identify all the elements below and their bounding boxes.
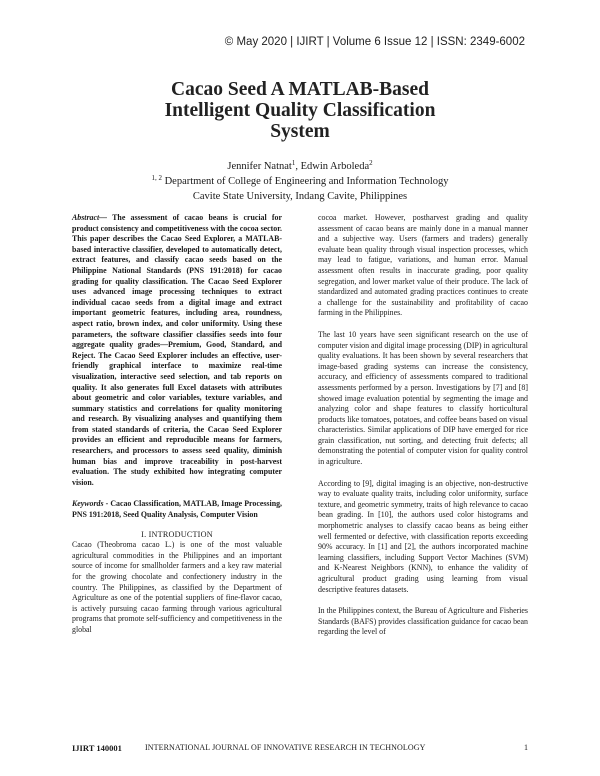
right-column xyxy=(318,213,528,649)
abstract-label: Abstract— xyxy=(72,213,108,222)
title-line-2: Intelligent Quality Classification xyxy=(164,100,436,121)
author-separator: , xyxy=(295,161,301,172)
paragraph-computer-vision-research: The last 10 years have seen significant research on the use of computer vision and digital image processing (DIP) in agricultural quality evaluations. It has been shown by several researchers that image-based grading systems can increase the consistency, accuracy, and efficiency of assessments compared to traditional assessments performed by a person. Investigations by [7] and [8] showed image evaluation potential by segmenting the image and analyzing color and shape features to classify horticultural products like tomatoes, potatoes, and coffee beans based on visual characteristics. Similar applications of DIP have emerged for rice grain classification, nut sorting, and detecting fruit defects; all demonstrating the potential of computer vision for quality control in agriculture. xyxy=(318,329,528,467)
footer-paper-code: IJIRT 140001 xyxy=(72,743,122,753)
keywords-text: - Cacao Classification, MATLAB, Image Processing, PNS 191:2018, Seed Quality Analysis, Computer Vision xyxy=(72,499,282,520)
paper-title xyxy=(0,79,600,142)
abstract-text: The assessment of cacao beans is crucial for product consistency and competitiveness with the cocoa sector. This paper describes the Cacao Seed Explorer, a MATLAB-based interactive classifier, developed to automatically detect, extract features, and classify cacao seeds based on the Philippine National Standards (PNS 191:2018) for cacao grading for quality classification. The Cacao Seed Explorer uses advanced image processing techniques to extract individual cacao seeds from a digital image and extract important geometric features, including area, roundness, aspect ratio, brown index, and color uniformity. Using these parameters, the software classifier classifies seeds into four aggregate quality grades—Premium, Good, Standard, and Reject. The Cacao Seed Explorer includes an effective, user-friendly graphical interface to maximize real-time visualization, interactive seed selection, and tab reports on quality. It also generates full Excel datasets with attributes about geometric and color variables, texture variables, and summary statistics and correlations for quality monitoring and research. By visualizing analyses and quantifying them from stated standards of criteria, the Cacao Seed Explorer provides an efficient and reproducible means for farmers, researchers, and processors to assess seed quality, diminish human bias and improve traceability in post-harvest evaluation. The study exhibited how integrating computer vision. xyxy=(72,213,282,487)
title-line-3: System xyxy=(270,121,330,142)
footer-page-number: 1 xyxy=(524,743,528,752)
section-heading-introduction: I. INTRODUCTION xyxy=(141,529,213,539)
footer-journal-name: INTERNATIONAL JOURNAL OF INNOVATIVE RESEARCH IN TECHNOLOGY xyxy=(145,743,426,752)
author-block xyxy=(0,159,600,204)
keywords-label: Keywords xyxy=(72,499,104,509)
affiliation-department: Department of College of Engineering and Information Technology xyxy=(161,176,449,187)
author-names xyxy=(0,159,600,174)
paragraph-digital-imaging: According to [9], digital imaging is an objective, non-destructive way to evaluate quality traits, including color uniformity, surface texture, and geometric symmetry, traits of high relevance to cacao bean grading. In [10], the authors used color histograms and morphometric analyses to classify cacao beans as being either well fermented or defective, with classification reports exceeding 90% accuracy. In [1] and [2], the authors incorporated machine learning classifiers, including Support Vector Machines (SVM) and K-Nearest Neighbors (KNN), to enhance the validity of agricultural product grading using learning from visual descriptive features datasets. xyxy=(318,478,528,594)
affiliation-sup: 1, 2 xyxy=(151,174,162,182)
author-1-name: Jennifer Natnat xyxy=(227,161,292,172)
keywords xyxy=(72,499,282,520)
paragraph-philippines-context: In the Philippines context, the Bureau of Agriculture and Fisheries Standards (BAFS) provides classification guidance for cacao bean regarding the level of xyxy=(318,606,528,637)
left-column xyxy=(72,213,282,636)
journal-citation-header: © May 2020 | IJIRT | Volume 6 Issue 12 | ISSN: 2349-6002 xyxy=(224,36,525,48)
author-2-name: Edwin Arboleda xyxy=(300,161,370,172)
affiliation-line-2: Cavite State University, Indang Cavite, Philippines xyxy=(192,191,408,202)
affiliation-line-1 xyxy=(0,174,600,189)
author-2-sup: 2 xyxy=(369,159,373,167)
title-line-1: Cacao Seed A MATLAB-Based xyxy=(170,79,430,100)
author-1-sup: 1 xyxy=(291,159,296,167)
paragraph-manual-grading: cocoa market. However, postharvest grading and quality assessment of cacao beans are mainly done in a manual manner and a subjective way. Users (farmers and traders) generally evaluate bean quality through visual inspection processes, which may lead to fatigue, variations, and human error. Manual assessment often results in inaccurate grading, poor quality segregation, and lower market value of their produce. The lack of standardized and automated grading practices continues to create a challenge for the sustainability and profitability of cacao farming in the Philippines. xyxy=(318,213,528,318)
abstract xyxy=(72,213,282,488)
intro-paragraph-left: Cacao (Theobroma cacao L.) is one of the most valuable agricultural commodities in the Philippines and an important source of income for smallholder farmers and a key raw material for the growing chocolate and confectionery industry in the country. The Philippines, as classified by the Department of Agriculture as one of the potential suppliers of fine-flavor cacao, is actively pursuing cacao farming through various agricultural programs that promote self-sufficiency and competitiveness in the global xyxy=(72,540,282,634)
